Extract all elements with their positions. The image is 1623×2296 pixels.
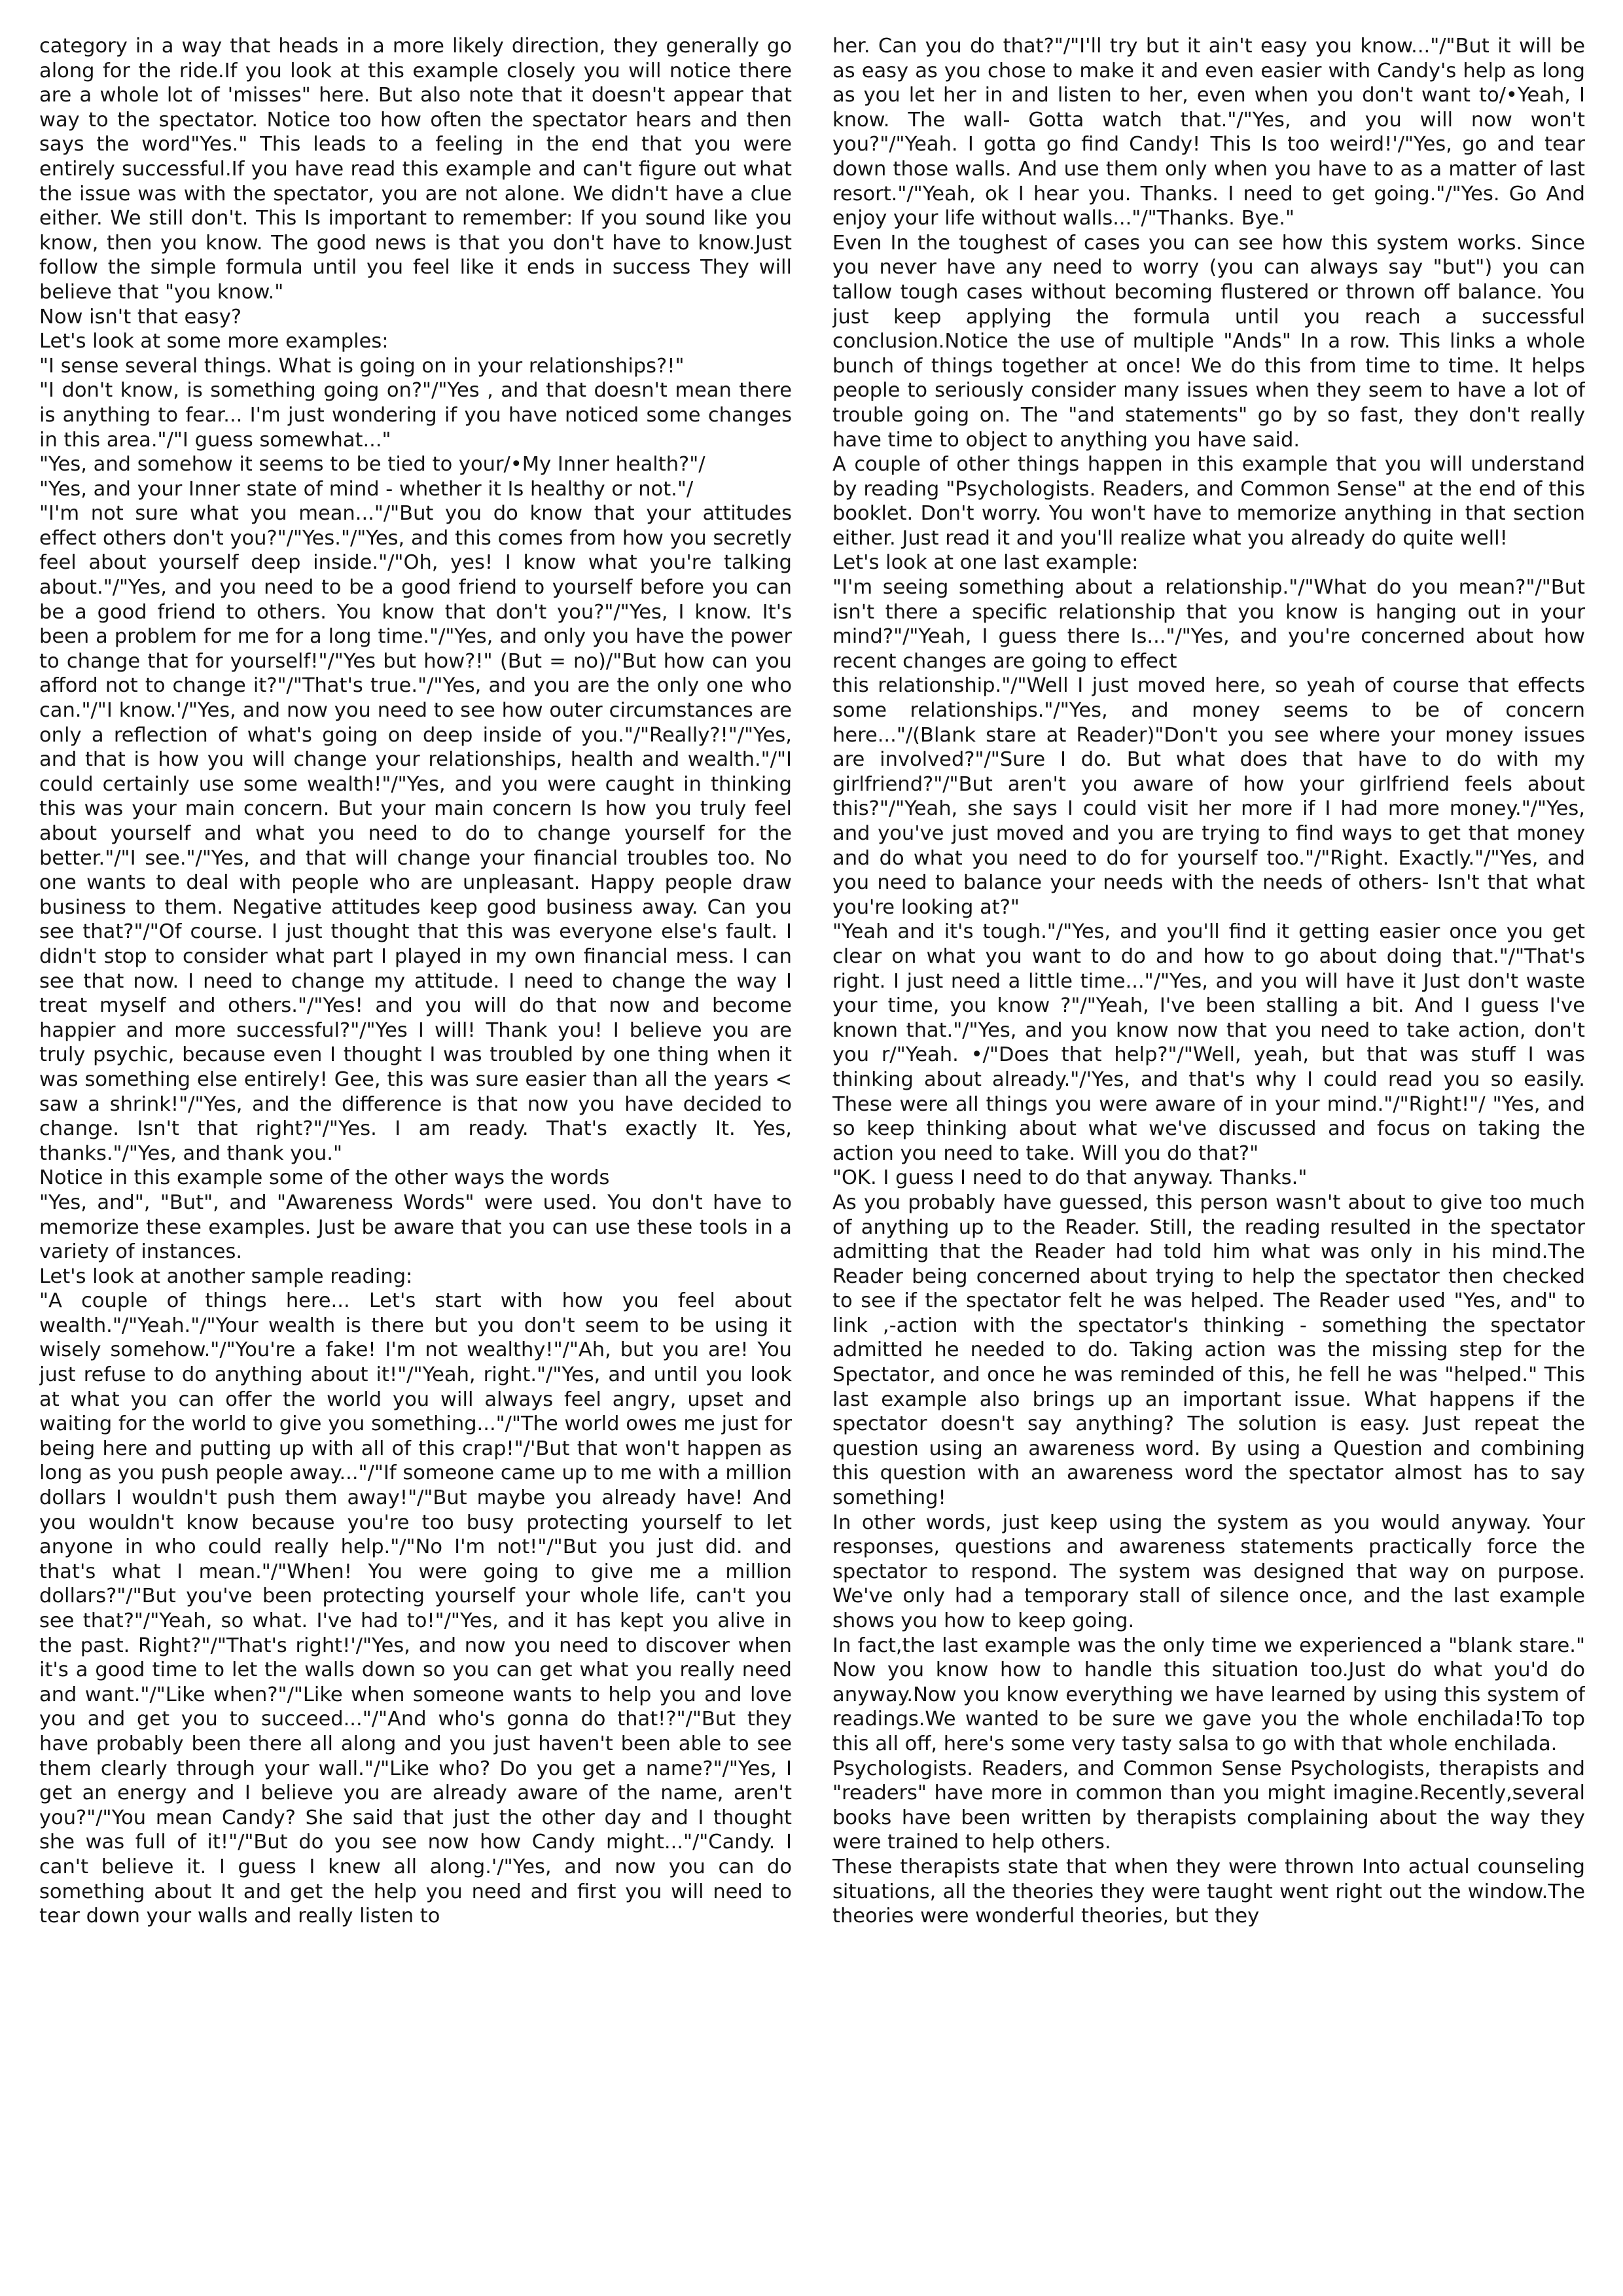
paragraph: These therapists state that when they were thrown Into actual counseling situations, all the theories they were taught went right out the window.The theories were wonderful theories, but they xyxy=(832,1855,1585,1928)
paragraph: Notice in this example some of the other ways the words xyxy=(39,1166,610,1190)
paragraph: Let's look at another sample reading: xyxy=(39,1265,413,1288)
paragraph: "Yes, and your Inner state of mind - whether it Is healthy or not."/ xyxy=(39,477,694,501)
paragraph: "A couple of things here... Let's start with how you feel about wealth."/"Yeah."/"Your wealth is there but you don't seem to be using it wisely somehow."/"You're a fake! I'm not wealthy!"/"Ah, but you are! You just refuse to do anything about it!"/"Yeah, right."/"Yes, and until you look at what you can offer the world you will always feel angry, upset and waiting for the world to give you something..."/"The world owes me just for being here and putting up with all of this crap!"/'But that won't happen as long as you push people away..."/"If someone came up to me with a million dollars I wouldn't push them away!"/"But maybe you already have! And you wouldn't know because you're too busy protecting yourself to let anyone in who could really help."/"No I'm not!"/"But you just did. and that's what I mean."/"When! You were going to give me a million dollars?"/"But you've been protecting yourself your whole life, can't you see that?"/"Yeah, so what. I've had to!"/"Yes, and it has kept you alive in the past. Right?"/"That's right!'/"Yes, and now you need to discover when it's a good time to let the walls down so you can get what you really need and want."/"Like when?"/"Like when someone wants to help you and love you and get you to succeed..."/"And who's gonna do that!?"/"But they have probably been there all along and you just haven't been able to see them clearly through your wall."/"Like who? Do you get a name?"/"Yes, I get an energy and I believe you are already aware of the name, aren't you?"/"You mean Candy? She said that just the other day and I thought she was full of it!"/"But do you see now how Candy might..."/"Candy. I can't believe it. I guess I knew all along.'/"Yes, and now you can do something about It and get the help you need and first you will need to tear down your walls and really listen to xyxy=(39,1289,792,1928)
paragraph: A couple of other things happen in this example that you will understand by reading "Psychologists. Readers, and Common Sense" at the end of this booklet. Don't worry. You won't have to memorize anything in that section either. Just read it and you'll realize what you already do quite well! xyxy=(832,453,1585,550)
paragraph: "Yeah and it's tough."/"Yes, and you'll find it getting easier once you get clear on what you want to do and how to go about doing that."/"That's right. I just need a little time..."/"Yes, and you will have it Just don't waste your time, you know ?"/"Yeah, I've been stalling a bit. And I guess I've known that."/"Yes, and you know now that you need to take action, don't you r/"Yeah. •/"Does that help?"/"Well, yeah, but that was stuff I was thinking about already."/'Yes, and that's why I could read you so easily. These were all things you were aware of in your mind."/"Right!"/ "Yes, and so keep thinking about what we've discussed and focus on taking the action you need to take. Will you do that?" xyxy=(832,920,1585,1165)
paragraph: "OK. I guess I need to do that anyway. Thanks." xyxy=(832,1166,1308,1190)
paragraph: "I don't know, is something going on?"/"Yes , and that doesn't mean there is anything to fear... I'm just wondering if you have noticed some changes in this area."/"I guess somewhat..." xyxy=(39,379,792,452)
paragraph: Psychologists. Readers, and Common Sense Psychologists, therapists and "readers" have more in common than you might imagine.Recently,several books have been written by therapists complaining about the way they were trained to help others. xyxy=(832,1757,1585,1854)
paragraph: Even In the toughest of cases you can see how this system works. Since you never have any need to worry (you can always say "but") you can tallow tough cases without becoming flustered or thrown off balance. You just keep applying the formula until you reach a successful conclusion.Notice the use of multiple "Ands" In a row. This links a whole bunch of things together at once! We do this from time to time. It helps people to seriously consider many issues when they seem to have a lot of trouble going on. The "and statements" go by so fast, they don't really have time to object to anything you have said. xyxy=(832,231,1585,452)
paragraph: her. Can you do that?"/"I'll try but it ain't easy you know..."/"But it will be as easy as you chose to make it and even easier with Candy's help as long as you let her in and listen to her, even when you don't want to/•Yeah, I know. The wall- Gotta watch that."/"Yes, and you will now won't you?"/"Yeah. I gotta go find Candy! This Is too weird!'/"Yes, go and tear down those walls. And use them only when you have to as a matter of last resort."/"Yeah, ok I hear you. Thanks. I need to get going."/"Yes. Go And enjoy your life without walls..."/"Thanks. Bye." xyxy=(832,35,1585,230)
paragraph: "I'm not sure what you mean..."/"But you do know that your attitudes effect others don't you?"/"Yes."/"Yes, and this comes from how you secretly feel about yourself deep inside."/"Oh, yes! I know what you're talking about."/"Yes, and you need to be a good friend to yourself before you can be a good friend to others. You know that don't you?"/"Yes, I know. It's been a problem for me for a long time."/"Yes, and only you have the power to change that for yourself!"/"Yes but how?!" (But = no)/"But how can you afford not to change it?"/"That's true."/"Yes, and you are the only one who can."/"I know.'/"Yes, and now you need to see how outer circumstances are only a reflection of what's going on deep inside of you."/"Really?!"/"Yes, and that is how you will change your relationships, health and wealth."/"I could certainly use some wealth!"/"Yes, and you were caught in thinking this was your main concern. But your main concern Is how you truly feel about yourself and what you need to do to change yourself for the better."/"I see."/"Yes, and that will change your financial troubles too. No one wants to deal with people who are unpleasant. Happy people draw business to them. Negative attitudes keep good business away. Can you see that?"/"Of course. I just thought that this was everyone else's fault. I didn't stop to consider what part I played in my own financial mess. I can see that now. I need to change my attitude. I need to change the way I treat myself and others."/"Yes! and you will do that now and become happier and more successful?"/"Yes I will! Thank you! I believe you are truly psychic, because even I thought I was troubled by one thing when it was something else entirely! Gee, this was sure easier than all the years < saw a shrink!"/"Yes, and the difference is that now you have decided to change. Isn't that right?"/"Yes. I am ready. That's exactly It. Yes, thanks."/"Yes, and thank you." xyxy=(39,502,792,1165)
paragraph: "Yes, and somehow it seems to be tied to your/•My Inner health?"/ xyxy=(39,453,705,476)
paragraph: "I sense several things. What is going on in your relationships?!" xyxy=(39,354,685,378)
paragraph: In fact,the last example was the only time we experienced a "blank stare." Now you know how to handle this situation too.Just do what you'd do anyway.Now you know everything we have learned by using this system of readings.We wanted to be sure we gave you the whole enchilada!To top this all off, here's some very tasty salsa to go with that whole enchilada. xyxy=(832,1634,1585,1755)
paragraph: this relationship."/"Well I just moved here, so yeah of course that effects some relationships."/"Yes, and money seems to be of concern here..."/(Blank stare at Reader)"Don't you see where your money issues are involved?"/"Sure I do. But what does that have to do with my girlfriend?"/"But aren't you aware of how your girlfriend feels about this?"/"Yeah, she says I could visit her more if I had more money."/"Yes, and you've just moved and you are trying to find ways to get that money and do what you need to do for yourself too."/"Right. Exactly."/"Yes, and you need to balance your needs with the needs of others- Isn't that what you're looking at?" xyxy=(832,674,1585,919)
right-column xyxy=(832,34,1585,2279)
paragraph: Let's look at some more examples: xyxy=(39,330,389,353)
paragraph: In other words, just keep using the system as you would anyway. Your responses, questions and awareness statements practically force the spectator to respond. The system was designed that way on purpose. We've only had a temporary stall of silence once, and the last example shows you how to keep going. xyxy=(832,1511,1585,1632)
paragraph: "I'm seeing something about a relationship."/"What do you mean?"/"But isn't there a specific relationship that you know is hanging out in your mind?"/"Yeah, I guess there Is..."/"Yes, and you're concerned about how recent changes are going to effect xyxy=(832,576,1585,673)
paragraph: category in a way that heads in a more likely direction, they generally go along for the ride.If you look at this example closely you will notice there are a whole lot of 'misses" here. But also note that it doesn't appear that way to the spectator. Notice too how often the spectator hears and then says the word"Yes." This leads to a feeling in the end that you were entirely successful.If you have read this example and can't figure out what the issue was with the spectator, you are not alone. We didn't have a clue either. We still don't. This Is important to remember: If you sound like you know, then you know. The good news is that you don't have to know.Just follow the simple formula until you feel like it ends in success They will believe that "you know." xyxy=(39,35,792,304)
left-column xyxy=(39,34,792,2279)
paragraph: Now isn't that easy? xyxy=(39,305,242,329)
paragraph: As you probably have guessed, this person wasn't about to give too much of anything up to the Reader. Still, the reading resulted in the spectator admitting that the Reader had told him what was only in his mind.The Reader being concerned about trying to help the spectator then checked to see if the spectator felt he was helped. The Reader used "Yes, and" to link ,-action with the spectator's thinking - something the spectator admitted he needed to do. Taking action was the missing step for the Spectator, and once he was reminded of this, he fell he was "helped." This last example also brings up an important issue. What happens if the spectator doesn't say anything? The solution is easy. Just repeat the question using an awareness word. By using a Question and combining this question with an awareness word the spectator almost has to say something! xyxy=(832,1191,1585,1510)
paragraph: "Yes, and", "But", and "Awareness Words" were used. You don't have to memorize these examples. Just be aware that you can use these tools in a variety of instances. xyxy=(39,1191,792,1264)
paragraph: Let's look at one last example: xyxy=(832,551,1139,575)
